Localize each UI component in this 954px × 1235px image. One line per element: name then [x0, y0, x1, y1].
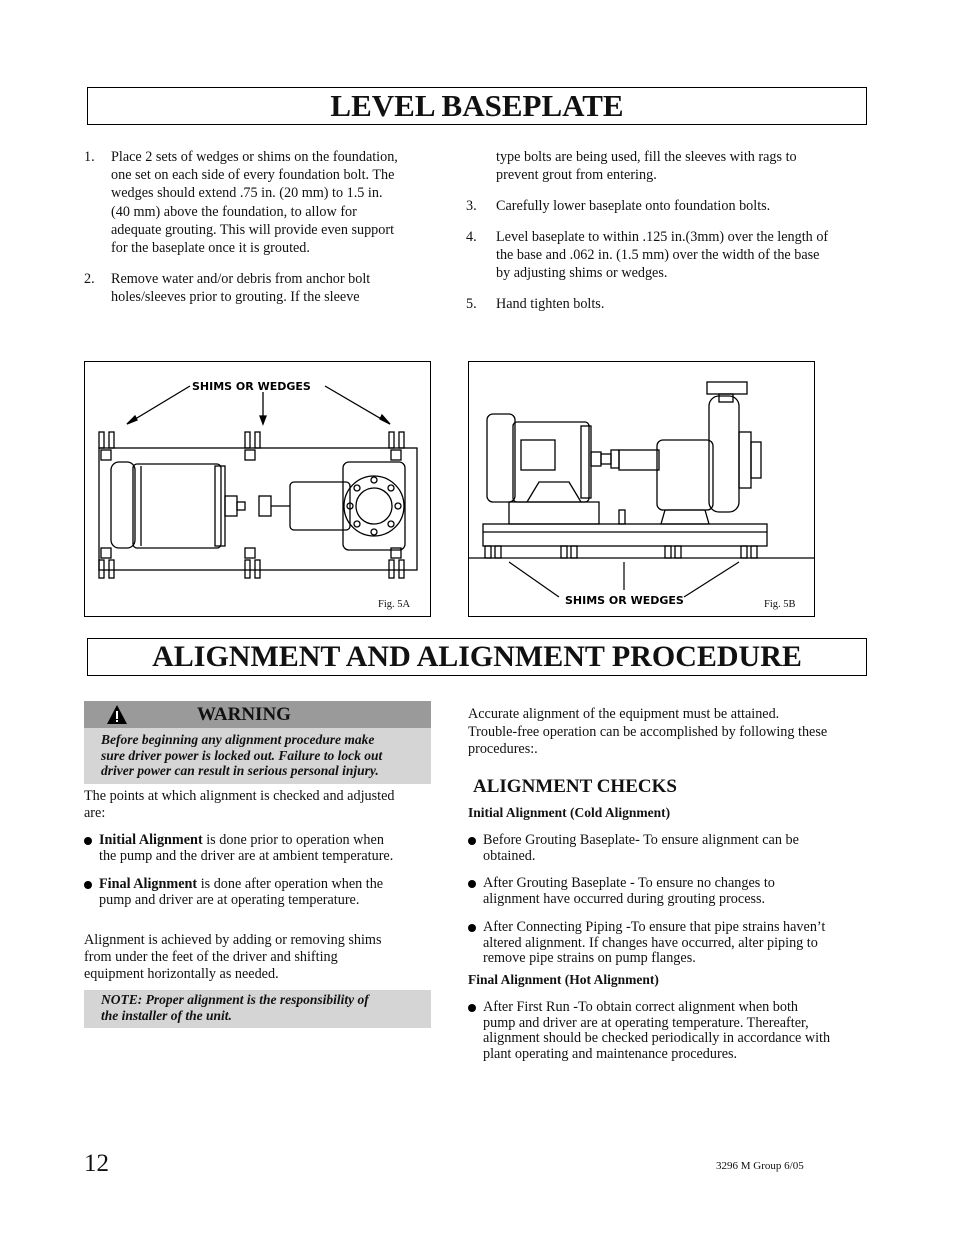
warning-triangle-icon — [106, 704, 128, 725]
alignment-intro: The points at which alignment is checked and adjusted are: — [84, 788, 395, 821]
warning-header — [84, 701, 431, 728]
figure-5a-label: SHIMS OR WEDGES — [192, 380, 311, 393]
bullet-dot-icon — [468, 1004, 476, 1012]
final-alignment-heading: Final Alignment (Hot Alignment) — [468, 972, 659, 987]
alignment-title: ALIGNMENT AND ALIGNMENT PROCEDURE — [152, 640, 802, 673]
page-number: 12 — [84, 1150, 109, 1177]
alignment-achieved: Alignment is achieved by adding or removing shims from under the feet of the driver and shifting equipment horizontally as needed. — [84, 932, 382, 982]
bullet-dot-icon — [84, 837, 92, 845]
bullet-dot-icon — [468, 880, 476, 888]
note-box: NOTE: Proper alignment is the responsibility of the installer of the unit. — [84, 990, 431, 1028]
figure-5b — [468, 361, 815, 617]
section-title-alignment — [87, 638, 867, 676]
figure-5b-label: SHIMS OR WEDGES — [565, 594, 684, 607]
bullet-dot-icon — [468, 837, 476, 845]
figure-5a-drawing — [85, 362, 430, 616]
initial-alignment-heading: Initial Alignment (Cold Alignment) — [468, 805, 671, 820]
warning-box — [84, 701, 431, 784]
figure-5b-caption: Fig. 5B — [764, 599, 796, 610]
figure-5b-drawing — [469, 362, 814, 616]
alignment-checks-heading: ALIGNMENT CHECKS — [473, 776, 677, 797]
warning-text: Before beginning any alignment procedure make sure driver power is locked out. Failure to lock out driver power can result in serious personal injury. — [84, 728, 431, 784]
alignment-right-intro: Accurate alignment of the equipment must be attained. Trouble-free operation can be accomplished by following these procedures:. — [468, 706, 828, 757]
figure-5a-caption: Fig. 5A — [378, 599, 411, 610]
document-id: 3296 M Group 6/05 — [716, 1160, 804, 1172]
warning-heading: WARNING — [197, 704, 291, 725]
level-baseplate-title: LEVEL BASEPLATE — [330, 88, 624, 123]
bullet-dot-icon — [84, 881, 92, 889]
figure-5a — [84, 361, 431, 617]
section-title-level-baseplate — [87, 87, 867, 125]
bullet-dot-icon — [468, 924, 476, 932]
